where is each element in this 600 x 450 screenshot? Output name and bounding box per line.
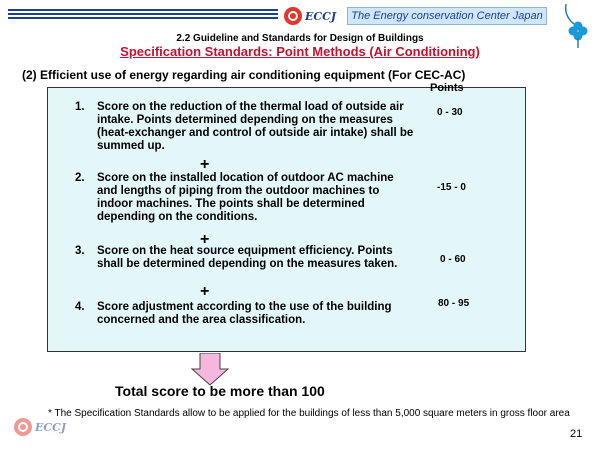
criteria-item <box>75 172 415 224</box>
plus-sign: + <box>200 156 210 173</box>
item-text: Score on the reduction of the thermal load of outside air intake. Points determined depending on the measures (heat-exchanger and control of outside air intake) shall be summed up. <box>97 101 414 152</box>
item-text: Score adjustment according to the use of the building concerned and the area classification. <box>97 301 392 326</box>
criteria-item <box>75 101 415 153</box>
item-score: 0 - 30 <box>437 107 463 118</box>
footer-logo <box>14 418 66 436</box>
page-number: 21 <box>570 428 583 440</box>
item-score: -15 - 0 <box>437 182 466 193</box>
organization-banner: The Energy conservation Center Japan <box>347 7 547 25</box>
item-number: 3. <box>75 245 85 257</box>
plus-sign: + <box>200 231 210 248</box>
header-decorative-lines <box>8 9 278 21</box>
item-score: 0 - 60 <box>440 254 466 265</box>
total-score-statement: Total score to be more than 100 <box>115 383 325 399</box>
item-number: 1. <box>75 101 85 113</box>
footer-logo-mark-icon <box>14 418 32 436</box>
subtitle: (2) Efficient use of energy regarding air conditioning equipment (For CEC-AC) <box>22 68 466 82</box>
eccj-logo-text: ECCJ <box>305 9 337 23</box>
criteria-item <box>75 245 415 271</box>
plus-sign: + <box>200 283 210 300</box>
points-header: Points <box>430 82 464 94</box>
criteria-item <box>75 301 415 327</box>
footer-logo-text: ECCJ <box>35 420 67 434</box>
item-number: 4. <box>75 301 85 313</box>
eccj-logo <box>284 7 336 25</box>
item-text: Score on the installed location of outdoor AC machine and lengths of piping from the outdoor machines to indoor machines. The points shall be determined depending on the conditions. <box>97 172 394 223</box>
section-title: 2.2 Guideline and Standards for Design of Buildings <box>176 33 424 44</box>
item-number: 2. <box>75 172 85 184</box>
footnote: * The Specification Standards allow to be applied for the buildings of less than 5,000 square meters in gross floor area <box>48 408 570 419</box>
item-text: Score on the heat source equipment efficiency. Points shall be determined depending on the measures taken. <box>97 245 398 270</box>
item-score: 80 - 95 <box>438 298 470 309</box>
down-arrow-icon <box>190 353 230 387</box>
eccj-logo-mark-icon <box>284 7 302 25</box>
page-title: Specification Standards: Point Methods (Air Conditioning) <box>120 44 480 59</box>
